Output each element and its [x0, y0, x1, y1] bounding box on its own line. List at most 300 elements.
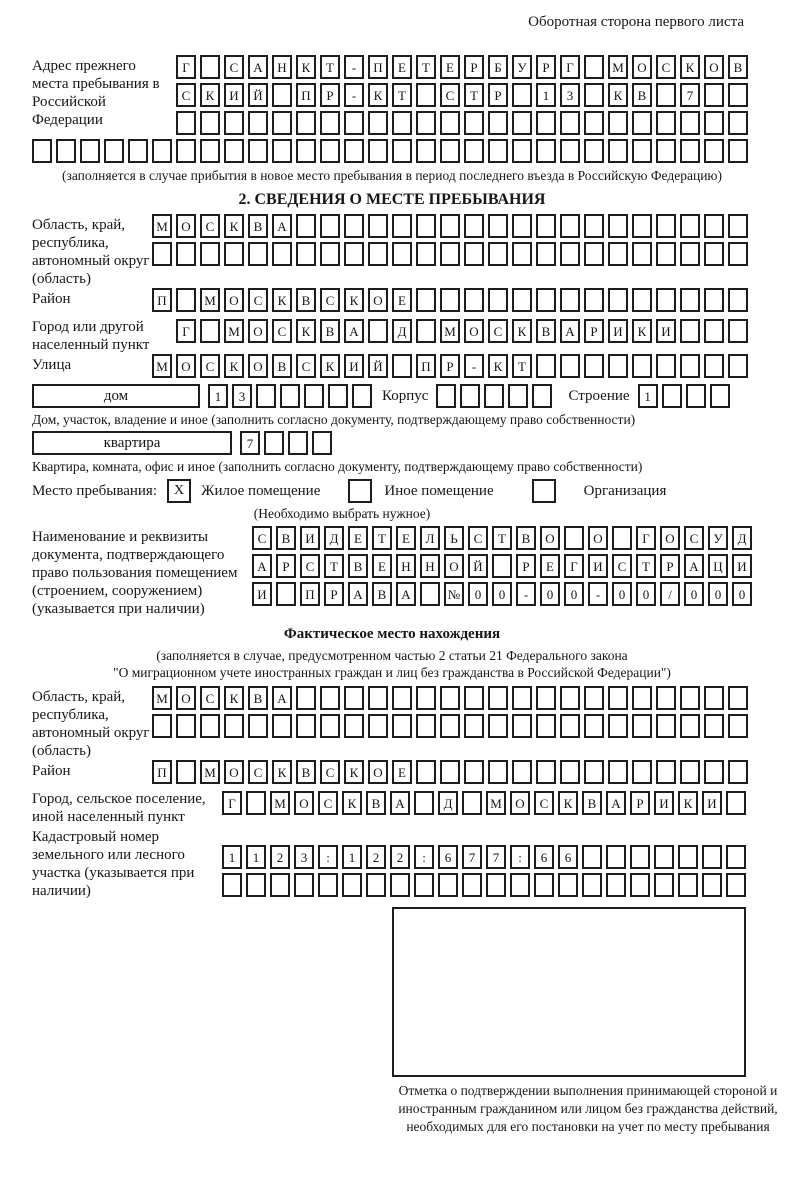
char-cell[interactable]: К — [344, 288, 364, 312]
char-cell[interactable]: К — [320, 354, 340, 378]
char-cell[interactable] — [702, 845, 722, 869]
char-cell[interactable] — [416, 288, 436, 312]
char-cell[interactable]: М — [200, 288, 220, 312]
char-cell[interactable] — [560, 354, 580, 378]
char-cell[interactable] — [726, 845, 746, 869]
char-cell[interactable] — [440, 242, 460, 266]
char-cell[interactable] — [680, 714, 700, 738]
char-cell[interactable] — [532, 384, 552, 408]
char-cell[interactable] — [248, 242, 268, 266]
char-cell[interactable] — [728, 111, 748, 135]
char-cell[interactable]: 0 — [708, 582, 728, 606]
char-cell[interactable]: - — [344, 55, 364, 79]
char-cell[interactable]: 1 — [246, 845, 266, 869]
char-cell[interactable] — [270, 873, 290, 897]
char-cell[interactable]: Г — [222, 791, 242, 815]
char-cell[interactable] — [584, 83, 604, 107]
char-cell[interactable] — [416, 760, 436, 784]
char-cell[interactable]: В — [372, 582, 392, 606]
char-cell[interactable] — [176, 111, 196, 135]
char-cell[interactable] — [512, 242, 532, 266]
char-cell[interactable]: У — [512, 55, 532, 79]
char-cell[interactable] — [128, 139, 148, 163]
char-cell[interactable] — [440, 214, 460, 238]
char-cell[interactable] — [686, 384, 706, 408]
char-cell[interactable] — [296, 686, 316, 710]
char-cell[interactable] — [488, 760, 508, 784]
char-cell[interactable] — [680, 760, 700, 784]
char-cell[interactable]: С — [612, 554, 632, 578]
char-cell[interactable] — [656, 242, 676, 266]
char-cell[interactable] — [440, 714, 460, 738]
char-cell[interactable] — [560, 714, 580, 738]
char-cell[interactable]: С — [684, 526, 704, 550]
char-cell[interactable] — [464, 714, 484, 738]
char-cell[interactable] — [728, 760, 748, 784]
char-cell[interactable] — [176, 139, 196, 163]
char-cell[interactable]: С — [320, 760, 340, 784]
char-cell[interactable] — [632, 242, 652, 266]
char-cell[interactable] — [680, 111, 700, 135]
char-cell[interactable]: С — [224, 55, 244, 79]
char-cell[interactable]: С — [468, 526, 488, 550]
char-cell[interactable] — [728, 242, 748, 266]
char-cell[interactable]: П — [152, 760, 172, 784]
char-cell[interactable] — [272, 714, 292, 738]
char-cell[interactable]: Т — [512, 354, 532, 378]
char-cell[interactable]: К — [632, 319, 652, 343]
char-cell[interactable]: Д — [392, 319, 412, 343]
char-cell[interactable]: Р — [536, 55, 556, 79]
char-cell[interactable] — [704, 760, 724, 784]
char-cell[interactable] — [632, 714, 652, 738]
char-cell[interactable]: Н — [420, 554, 440, 578]
char-cell[interactable] — [288, 431, 308, 455]
char-cell[interactable] — [392, 686, 412, 710]
char-cell[interactable] — [176, 242, 196, 266]
char-cell[interactable]: И — [608, 319, 628, 343]
char-cell[interactable] — [704, 242, 724, 266]
char-cell[interactable]: О — [224, 760, 244, 784]
char-cell[interactable]: Й — [248, 83, 268, 107]
char-cell[interactable]: Т — [464, 83, 484, 107]
char-cell[interactable] — [606, 845, 626, 869]
char-cell[interactable] — [582, 873, 602, 897]
char-cell[interactable]: О — [540, 526, 560, 550]
char-cell[interactable] — [728, 714, 748, 738]
char-cell[interactable] — [584, 55, 604, 79]
char-cell[interactable]: В — [536, 319, 556, 343]
char-cell[interactable] — [608, 354, 628, 378]
char-cell[interactable] — [656, 714, 676, 738]
char-cell[interactable] — [464, 242, 484, 266]
char-cell[interactable] — [440, 686, 460, 710]
char-cell[interactable] — [584, 214, 604, 238]
char-cell[interactable]: Р — [320, 83, 340, 107]
char-cell[interactable] — [462, 873, 482, 897]
char-cell[interactable] — [368, 319, 388, 343]
char-cell[interactable] — [488, 288, 508, 312]
char-cell[interactable]: И — [656, 319, 676, 343]
char-cell[interactable] — [488, 686, 508, 710]
char-cell[interactable]: Р — [584, 319, 604, 343]
char-cell[interactable] — [584, 242, 604, 266]
char-cell[interactable] — [728, 214, 748, 238]
char-cell[interactable]: П — [416, 354, 436, 378]
char-cell[interactable] — [464, 214, 484, 238]
char-cell[interactable] — [392, 111, 412, 135]
char-cell[interactable] — [320, 714, 340, 738]
char-cell[interactable]: К — [272, 760, 292, 784]
char-cell[interactable]: С — [248, 288, 268, 312]
char-cell[interactable] — [248, 139, 268, 163]
char-cell[interactable] — [632, 354, 652, 378]
char-cell[interactable] — [512, 686, 532, 710]
char-cell[interactable] — [176, 714, 196, 738]
char-cell[interactable] — [728, 139, 748, 163]
char-cell[interactable]: С — [440, 83, 460, 107]
char-cell[interactable] — [440, 760, 460, 784]
char-cell[interactable]: 2 — [366, 845, 386, 869]
char-cell[interactable]: М — [608, 55, 628, 79]
char-cell[interactable] — [304, 384, 324, 408]
char-cell[interactable]: А — [684, 554, 704, 578]
char-cell[interactable] — [680, 242, 700, 266]
char-cell[interactable] — [564, 526, 584, 550]
char-cell[interactable] — [464, 288, 484, 312]
char-cell[interactable] — [512, 83, 532, 107]
char-cell[interactable] — [608, 288, 628, 312]
char-cell[interactable] — [344, 214, 364, 238]
char-cell[interactable]: А — [272, 214, 292, 238]
char-cell[interactable]: О — [176, 686, 196, 710]
char-cell[interactable]: 0 — [468, 582, 488, 606]
char-cell[interactable] — [662, 384, 682, 408]
char-cell[interactable] — [656, 83, 676, 107]
char-cell[interactable] — [704, 83, 724, 107]
char-cell[interactable] — [728, 288, 748, 312]
char-cell[interactable] — [296, 214, 316, 238]
char-cell[interactable] — [726, 873, 746, 897]
char-cell[interactable] — [512, 111, 532, 135]
char-cell[interactable]: М — [486, 791, 506, 815]
char-cell[interactable] — [272, 139, 292, 163]
char-cell[interactable] — [420, 582, 440, 606]
char-cell[interactable] — [256, 384, 276, 408]
char-cell[interactable] — [656, 111, 676, 135]
char-cell[interactable]: С — [296, 354, 316, 378]
char-cell[interactable] — [488, 714, 508, 738]
char-cell[interactable] — [104, 139, 124, 163]
char-cell[interactable]: 0 — [492, 582, 512, 606]
char-cell[interactable] — [414, 873, 434, 897]
char-cell[interactable] — [512, 288, 532, 312]
char-cell[interactable] — [704, 714, 724, 738]
char-cell[interactable] — [438, 873, 458, 897]
char-cell[interactable]: И — [344, 354, 364, 378]
char-cell[interactable] — [344, 686, 364, 710]
char-cell[interactable]: С — [300, 554, 320, 578]
char-cell[interactable]: Е — [540, 554, 560, 578]
char-cell[interactable]: К — [368, 83, 388, 107]
char-cell[interactable] — [728, 83, 748, 107]
char-cell[interactable]: С — [200, 686, 220, 710]
char-cell[interactable] — [656, 686, 676, 710]
char-cell[interactable]: А — [344, 319, 364, 343]
char-cell[interactable]: О — [510, 791, 530, 815]
char-cell[interactable]: 7 — [240, 431, 260, 455]
char-cell[interactable] — [200, 111, 220, 135]
char-cell[interactable] — [56, 139, 76, 163]
char-cell[interactable]: Р — [464, 55, 484, 79]
char-cell[interactable] — [342, 873, 362, 897]
char-cell[interactable] — [608, 111, 628, 135]
char-cell[interactable]: А — [560, 319, 580, 343]
char-cell[interactable]: С — [272, 319, 292, 343]
char-cell[interactable]: - — [588, 582, 608, 606]
char-cell[interactable] — [460, 384, 480, 408]
char-cell[interactable] — [584, 111, 604, 135]
char-cell[interactable] — [654, 845, 674, 869]
char-cell[interactable] — [512, 214, 532, 238]
char-cell[interactable] — [608, 714, 628, 738]
char-cell[interactable]: А — [396, 582, 416, 606]
char-cell[interactable] — [512, 714, 532, 738]
char-cell[interactable]: В — [296, 288, 316, 312]
char-cell[interactable] — [176, 288, 196, 312]
char-cell[interactable]: Т — [492, 526, 512, 550]
char-cell[interactable]: С — [488, 319, 508, 343]
char-cell[interactable] — [440, 288, 460, 312]
char-cell[interactable]: В — [276, 526, 296, 550]
char-cell[interactable]: К — [678, 791, 698, 815]
char-cell[interactable]: 0 — [732, 582, 752, 606]
char-cell[interactable] — [630, 873, 650, 897]
char-cell[interactable]: Г — [176, 55, 196, 79]
char-cell[interactable] — [344, 714, 364, 738]
char-cell[interactable]: / — [660, 582, 680, 606]
char-cell[interactable]: : — [510, 845, 530, 869]
char-cell[interactable]: Р — [516, 554, 536, 578]
char-cell[interactable]: А — [390, 791, 410, 815]
char-cell[interactable] — [80, 139, 100, 163]
char-cell[interactable]: О — [632, 55, 652, 79]
char-cell[interactable] — [656, 139, 676, 163]
char-cell[interactable]: С — [200, 214, 220, 238]
char-cell[interactable] — [704, 214, 724, 238]
char-cell[interactable]: Е — [440, 55, 460, 79]
char-cell[interactable] — [200, 55, 220, 79]
char-cell[interactable] — [248, 714, 268, 738]
char-cell[interactable] — [704, 288, 724, 312]
char-cell[interactable] — [704, 111, 724, 135]
char-cell[interactable]: Е — [372, 554, 392, 578]
char-cell[interactable] — [630, 845, 650, 869]
char-cell[interactable]: Г — [564, 554, 584, 578]
char-cell[interactable]: О — [176, 214, 196, 238]
char-cell[interactable] — [488, 214, 508, 238]
char-cell[interactable]: Е — [392, 288, 412, 312]
char-cell[interactable] — [392, 139, 412, 163]
char-cell[interactable]: 6 — [558, 845, 578, 869]
char-cell[interactable] — [606, 873, 626, 897]
char-cell[interactable]: К — [680, 55, 700, 79]
char-cell[interactable] — [608, 242, 628, 266]
char-cell[interactable] — [702, 873, 722, 897]
char-cell[interactable] — [536, 139, 556, 163]
char-cell[interactable]: О — [248, 319, 268, 343]
char-cell[interactable] — [728, 686, 748, 710]
char-cell[interactable]: П — [368, 55, 388, 79]
char-cell[interactable]: А — [252, 554, 272, 578]
char-cell[interactable]: Ц — [708, 554, 728, 578]
char-cell[interactable] — [392, 714, 412, 738]
char-cell[interactable]: М — [152, 214, 172, 238]
char-cell[interactable] — [320, 139, 340, 163]
char-cell[interactable] — [246, 791, 266, 815]
char-cell[interactable] — [224, 139, 244, 163]
char-cell[interactable]: К — [512, 319, 532, 343]
char-cell[interactable] — [440, 111, 460, 135]
char-cell[interactable] — [536, 760, 556, 784]
char-cell[interactable]: Е — [392, 760, 412, 784]
char-cell[interactable]: В — [320, 319, 340, 343]
char-cell[interactable]: Ь — [444, 526, 464, 550]
char-cell[interactable]: М — [224, 319, 244, 343]
char-cell[interactable]: Й — [368, 354, 388, 378]
char-cell[interactable] — [632, 214, 652, 238]
char-cell[interactable] — [654, 873, 674, 897]
char-cell[interactable]: А — [348, 582, 368, 606]
char-cell[interactable] — [726, 791, 746, 815]
char-cell[interactable]: 0 — [636, 582, 656, 606]
char-cell[interactable]: П — [152, 288, 172, 312]
char-cell[interactable]: Б — [488, 55, 508, 79]
char-cell[interactable] — [320, 242, 340, 266]
char-cell[interactable] — [224, 111, 244, 135]
char-cell[interactable] — [264, 431, 284, 455]
char-cell[interactable]: Т — [636, 554, 656, 578]
char-cell[interactable] — [416, 83, 436, 107]
char-cell[interactable] — [276, 582, 296, 606]
char-cell[interactable] — [488, 111, 508, 135]
char-cell[interactable] — [608, 214, 628, 238]
char-cell[interactable]: К — [224, 354, 244, 378]
char-cell[interactable]: 0 — [684, 582, 704, 606]
char-cell[interactable] — [488, 242, 508, 266]
char-cell[interactable]: В — [582, 791, 602, 815]
char-cell[interactable]: Й — [468, 554, 488, 578]
char-cell[interactable] — [680, 686, 700, 710]
char-cell[interactable] — [368, 111, 388, 135]
char-cell[interactable] — [366, 873, 386, 897]
char-cell[interactable] — [344, 139, 364, 163]
char-cell[interactable]: 7 — [486, 845, 506, 869]
char-cell[interactable] — [560, 686, 580, 710]
char-cell[interactable]: О — [248, 354, 268, 378]
char-cell[interactable]: 1 — [342, 845, 362, 869]
char-cell[interactable]: - — [344, 83, 364, 107]
char-cell[interactable]: Т — [416, 55, 436, 79]
char-cell[interactable]: Н — [396, 554, 416, 578]
char-cell[interactable]: С — [200, 354, 220, 378]
char-cell[interactable] — [704, 139, 724, 163]
char-cell[interactable] — [222, 873, 242, 897]
char-cell[interactable] — [512, 760, 532, 784]
char-cell[interactable] — [710, 384, 730, 408]
char-cell[interactable]: Г — [636, 526, 656, 550]
char-cell[interactable] — [558, 873, 578, 897]
char-cell[interactable]: Т — [320, 55, 340, 79]
char-cell[interactable] — [584, 139, 604, 163]
char-cell[interactable]: А — [606, 791, 626, 815]
char-cell[interactable] — [296, 111, 316, 135]
char-cell[interactable]: П — [296, 83, 316, 107]
char-cell[interactable]: К — [558, 791, 578, 815]
char-cell[interactable] — [294, 873, 314, 897]
char-cell[interactable]: Р — [276, 554, 296, 578]
char-cell[interactable]: В — [516, 526, 536, 550]
char-cell[interactable] — [728, 319, 748, 343]
char-cell[interactable] — [584, 760, 604, 784]
char-cell[interactable] — [560, 288, 580, 312]
char-cell[interactable] — [704, 354, 724, 378]
char-cell[interactable]: 3 — [232, 384, 252, 408]
char-cell[interactable]: О — [176, 354, 196, 378]
char-cell[interactable]: В — [248, 686, 268, 710]
char-cell[interactable] — [416, 319, 436, 343]
char-cell[interactable]: Л — [420, 526, 440, 550]
char-cell[interactable] — [464, 760, 484, 784]
char-cell[interactable] — [584, 354, 604, 378]
char-cell[interactable] — [152, 714, 172, 738]
char-cell[interactable] — [560, 760, 580, 784]
char-cell[interactable]: И — [252, 582, 272, 606]
char-cell[interactable]: П — [300, 582, 320, 606]
char-cell[interactable]: 3 — [294, 845, 314, 869]
char-cell[interactable]: - — [464, 354, 484, 378]
char-cell[interactable]: Р — [488, 83, 508, 107]
char-cell[interactable]: К — [344, 760, 364, 784]
char-cell[interactable] — [584, 686, 604, 710]
char-cell[interactable]: С — [176, 83, 196, 107]
char-cell[interactable] — [656, 214, 676, 238]
char-cell[interactable]: К — [224, 214, 244, 238]
char-cell[interactable]: О — [294, 791, 314, 815]
char-cell[interactable] — [200, 242, 220, 266]
char-cell[interactable]: А — [248, 55, 268, 79]
char-cell[interactable] — [492, 554, 512, 578]
char-cell[interactable]: М — [270, 791, 290, 815]
char-cell[interactable]: № — [444, 582, 464, 606]
char-cell[interactable]: 0 — [540, 582, 560, 606]
char-cell[interactable] — [152, 242, 172, 266]
char-cell[interactable] — [368, 686, 388, 710]
char-cell[interactable]: О — [368, 760, 388, 784]
char-cell[interactable] — [272, 111, 292, 135]
char-cell[interactable] — [464, 111, 484, 135]
char-cell[interactable]: Е — [348, 526, 368, 550]
char-cell[interactable] — [416, 111, 436, 135]
char-cell[interactable]: К — [608, 83, 628, 107]
char-cell[interactable] — [200, 319, 220, 343]
char-cell[interactable]: В — [366, 791, 386, 815]
char-cell[interactable] — [440, 139, 460, 163]
char-cell[interactable]: Д — [324, 526, 344, 550]
char-cell[interactable] — [680, 319, 700, 343]
char-cell[interactable] — [536, 214, 556, 238]
char-cell[interactable] — [656, 354, 676, 378]
